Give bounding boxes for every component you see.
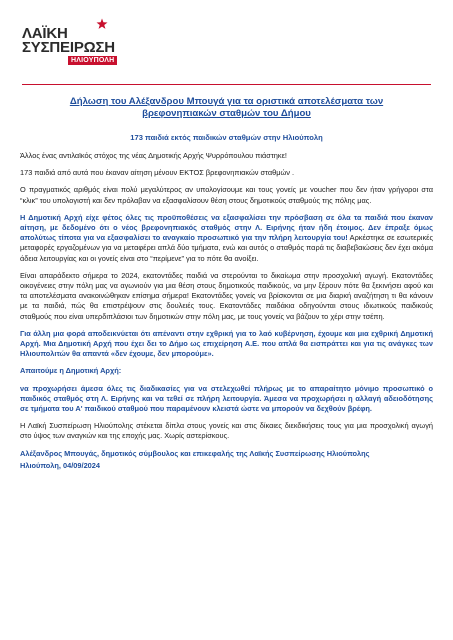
logo-badge: ΗΛΙΟΥΠΟΛΗ: [68, 56, 117, 65]
logo-line2: ΣΥΣΠΕΙΡΩΣΗ: [22, 39, 115, 56]
paragraph-4-bold: Η Δημοτική Αρχή είχε φέτος όλες τις προϋποθέσεις να εξασφαλίσει την πρόσβαση σε όλα τα παιδιά που έκαναν αίτηση, με δεδομένο ότι ο νέος βρεφονηπιακός σταθμός στην Λ. Ειρήνης ήταν ήδη έτοιμος. Δεν έπραξε όμως απολύτως τίποτα για να εξασφαλίσει το αναγκαίο προσωπικό για την πλήρη λειτουργία του!: [20, 212, 433, 243]
signature-line-2: Ηλιούπολη, 04/09/2024: [20, 460, 101, 470]
paragraph-4: [20, 213, 433, 264]
header-divider: [22, 84, 431, 85]
paragraph-7: Απαιτούμε η Δημοτική Αρχή:: [20, 366, 122, 376]
paragraph-4-rest: Αρκέστηκε σε εσωτερικές μεταφορές εργαζομένων για να μεταφέρει απλά δύο τμήματα, ενώ και αυτός ο σταθμός παρά τις διαβεβαιώσεις δεν έχει ακόμα άδεια λειτουργίας και οι γονείς είναι στο “περίμενε” για το πότε θα ανοίξει.: [20, 233, 434, 263]
paragraph-6: Για άλλη μια φορά αποδεικνύεται ότι απέναντι στην εχθρική για το λαό κυβέρνηση, έχουμε και μια εχθρική Δημοτική Αρχή. Μια Δημοτική Αρχή που έχει δει το Δήμο ως επιχείρηση Α.Ε. που απλά θα εισπράττει και για τις ανάγκες των Ηλιουπολιτών θα απαντά «δεν έχουμε, δεν μπορούμε».: [20, 328, 433, 359]
paragraph-5: Είναι απαράδεκτο σήμερα το 2024, εκατοντάδες παιδιά να στερούνται το δικαίωμα στην προσχολική αγωγή. Εκατοντάδες οικογένειες στην πόλη μας να αγωνιούν για μια θέση στους δημοτικούς παιδικούς, να μην ξέρουν πότε θα ξεκινήσει αφού και τα αποτελέσματα ανακοινώθηκαν επίσημα σήμερα! Εκατοντάδες γονείς να βρίσκονται σε μια διαρκή αναζήτηση τι θα κάνουν με τα παιδιά, πώς θα επιστρέψουν στις δουλειές τους. Εκατοντάδες παιδάκια οδηγούνται στους ιδιωτικούς παιδικούς σταθμούς που είναι υπερδιπλάσιοι των δημοτικών στην πόλη μας, με τους γονείς να βάζουν το χέρι στην τσέπη.: [20, 270, 433, 321]
document-title: Δήλωση του Αλέξανδρου Μπουγά για τα οριστικά αποτελέσματα των βρεφονηπιακών σταθμών του Δήμου: [69, 96, 384, 120]
paragraph-3: Ο πραγματικός αριθμός είναι πολύ μεγαλύτερος αν υπολογίσουμε και τους γονείς με voucher που δεν ήταν γρήγοροι στα “κλικ” του υπολογιστή και δεν πρόλαβαν να εξασφαλίσουν θέση στους δημοτικούς σταθμούς της πόλης μας.: [20, 185, 433, 205]
paragraph-9: Η Λαϊκή Συσπείρωση Ηλιούπολης στέκεται δίπλα στους γονείς και στις δίκαιες διεκδικήσεις τους για μια προσχολική αγωγή στο ύψος των αναγκών και της εποχής μας. Χωρίς αστερίσκους.: [20, 421, 433, 441]
logo-line1: ΛΑΪΚΗ: [22, 25, 68, 42]
paragraph-2: 173 παιδιά από αυτά που έκαναν αίτηση μένουν ΕΚΤΟΣ βρεφονηπιακών σταθμών .: [20, 168, 295, 178]
paragraph-8: να προχωρήσει άμεσα όλες τις διαδικασίες για να στελεχωθεί πλήρως με το απαραίτητο μόνιμο προσωπικό ο παιδικός σταθμός στη Λ. Ειρήνης και να τεθεί σε πλήρη λειτουργία. Άμεσα να προχωρήσει η αλλαγή αδειοδότησης σε τμήματα του Α' παιδικού σταθμού που παραμένουν κλειστά ώστε να μπορούν να δεχθούν βρέφη.: [20, 383, 433, 414]
star-icon: [96, 18, 108, 30]
signature-line-1: Αλέξανδρος Μπουγάς, δημοτικός σύμβουλος και επικεφαλής της Λαϊκής Συσπείρωσης Ηλιούπολης: [20, 448, 370, 458]
paragraph-1: Άλλος ένας αντιλαϊκός στόχος της νέας Δημοτικής Αρχής Ψυρρόπουλου πιάστηκε!: [20, 151, 287, 161]
logo: [22, 16, 122, 68]
document-body: [20, 92, 433, 471]
document-subtitle: 173 παιδιά εκτός παιδικών σταθμών στην Ηλιούπολη: [130, 132, 323, 142]
